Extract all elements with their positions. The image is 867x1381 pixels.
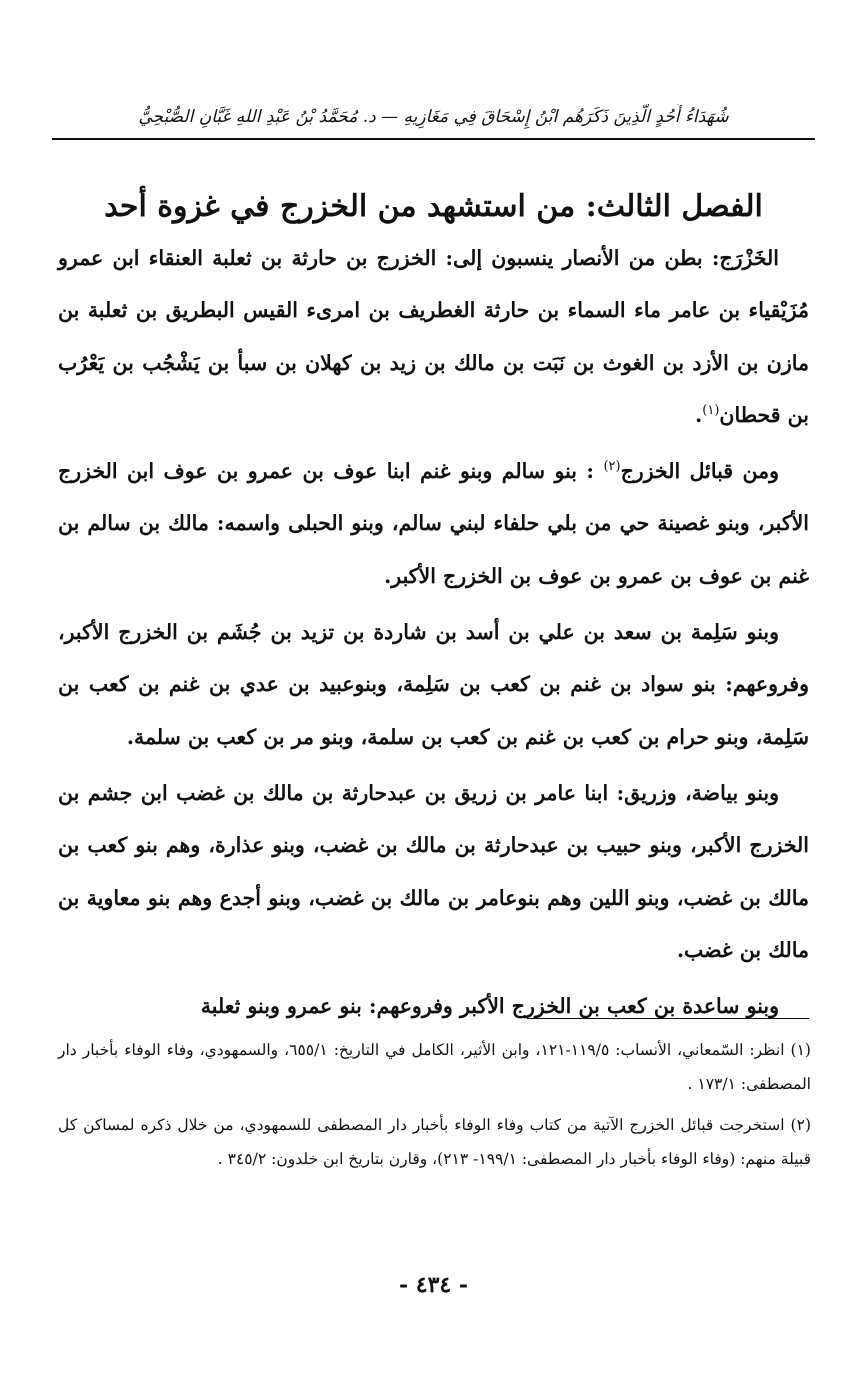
paragraph-tail: : بنو سالم وبنو غنم ابنا عوف بن عمرو بن عوف ابن الخزرج الأكبر، وبنو غصينة حي من بلي حلفاء لبني سالم، وبنو الحبلى واسمه: مالك بن سالم بن غنم بن عوف بن عمرو بن عوف بن الخزرج الأكبر.: [58, 459, 809, 588]
paragraph-text: الخَزْرَج: بطن من الأنصار ينسبون إلى: الخزرج بن حارثة بن ثعلبة العنقاء ابن عمرو مُزَيْقياء بن عامر ماء السماء بن حارثة الغطريف بن امرىء القيس البطريق بن ثعلبة بن مازن بن الأزد بن الغوث بن نَبَت بن مالك بن زيد بن كهلان بن سبأ بن يَشْجُب بن يَعْرُب بن قحطان: [58, 246, 809, 427]
footnote-2: (٢) استخرجت قبائل الخزرج الآتية من كتاب وفاء الوفاء بأخبار دار المصطفى للسمهودي، من خلال ذكره لمساكن كل قبيلة منهم: (وفاء الوفاء بأخبار دار المصطفى: ١٩٩/١- ٢١٣)، وقارن بتاريخ ابن خلدون: ٣٤٥/٢ .: [58, 1116, 811, 1168]
body-text: [58, 232, 809, 1032]
page-number: - ٤٣٤ -: [398, 1272, 469, 1298]
footnotes: [58, 1034, 811, 1176]
footnote-reference: (٢): [603, 459, 621, 475]
paragraph-text: وبنو ساعدة بن كعب بن الخزرج الأكبر وفروعهم: بنو عمرو وبنو ثعلبة: [200, 994, 779, 1019]
paragraph-khazraj-tribes: [58, 445, 809, 602]
chapter-title: الفصل الثالث: من استشهد من الخزرج في غزوة أحد: [104, 189, 763, 225]
paragraph-text: ومن قبائل الخزرج: [620, 459, 780, 484]
footnote-1: (١) انظر: السّمعاني، الأنساب: ١١٩/٥-١٢١، وابن الأثير، الكامل في التاريخ: ٦٥٥/١، والسمهودي، وفاء الوفاء بأخبار دار المصطفى: ١٧٣/١ .: [58, 1041, 811, 1093]
paragraph-banu-salima: [58, 606, 809, 763]
paragraph-tail: .: [695, 402, 703, 427]
paragraph-banu-bayada: [58, 767, 809, 976]
paragraph-text: وبنو بياضة، وزريق: ابنا عامر بن زريق بن عبدحارثة بن مالك بن غضب ابن جشم بن الخزرج الأكبر، وبنو حبيب بن عبدحارثة بن مالك بن غضب، وبنو عذارة، وهم بنو كعب بن مالك بن غضب، وبنو اللين وهم بنوعامر بن مالك بن غضب، وبنو أجدع وهم بنو معاوية بن مالك بن غضب.: [58, 780, 809, 962]
paragraph-khazraj-lineage: [58, 232, 809, 441]
paragraph-banu-saida: [58, 980, 809, 1032]
footnote-divider: [527, 1018, 809, 1019]
header-divider: [52, 138, 815, 140]
footnote-reference: (١): [702, 403, 720, 419]
paragraph-text: وبنو سَلِمة بن سعد بن علي بن أسد بن شاردة بن تزيد بن جُشَم بن الخزرج الأكبر، وفروعهم: بنو سواد بن غنم بن كعب بن سَلِمة، وبنوعبيد بن عدي بن غنم بن كعب بن سَلِمة، وبنو حرام بن كعب بن غنم بن كعب بن سلمة، وبنو مر بن كعب بن سلمة.: [58, 620, 809, 749]
running-head: شُهَدَاءُ أُحُدٍ الَّذِينَ ذَكَرَهُم ابْنُ إِسْحَاقَ فِي مَغَازِيهِ — د. مُحَمَّدُ بْنُ عَبْدِ اللهِ غَبَّانِ الصُّبْحِيُّ: [138, 107, 729, 127]
